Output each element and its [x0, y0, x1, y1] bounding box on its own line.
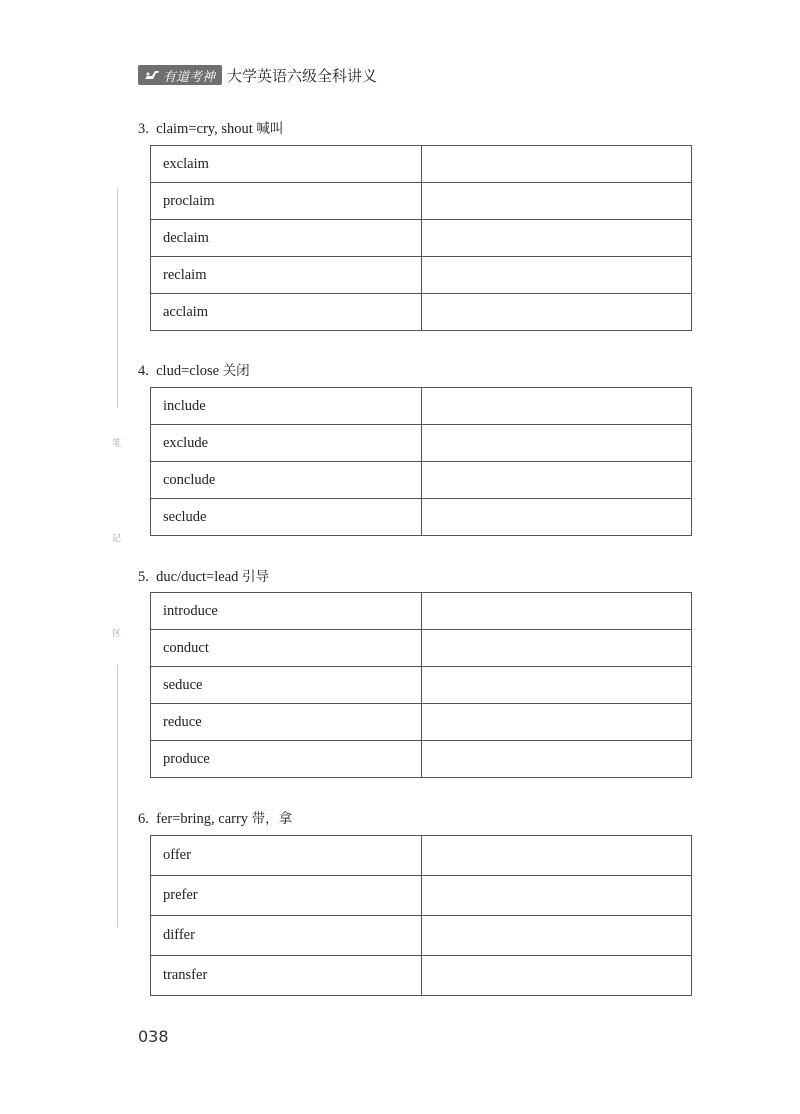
section-meaning: 带，拿: [251, 811, 293, 827]
brand-name: 有道考神: [163, 69, 216, 85]
section-number: 5.: [138, 569, 149, 585]
word-cell: transfer: [151, 956, 422, 996]
table-row: [151, 876, 692, 916]
word-cell: seduce: [151, 667, 422, 704]
answer-cell[interactable]: [422, 876, 692, 916]
answer-cell[interactable]: [422, 183, 692, 220]
word-cell: reduce: [151, 704, 422, 741]
word-cell: acclaim: [151, 294, 422, 331]
table-row: [151, 425, 692, 462]
section-number: 4.: [138, 363, 149, 379]
section-heading-clud: [138, 359, 250, 380]
answer-cell[interactable]: [422, 294, 692, 331]
word-cell: prefer: [151, 876, 422, 916]
word-cell: reclaim: [151, 257, 422, 294]
word-cell: exclude: [151, 425, 422, 462]
word-cell: declaim: [151, 220, 422, 257]
word-cell: exclaim: [151, 146, 422, 183]
table-row: [151, 220, 692, 257]
table-row: [151, 388, 692, 425]
margin-char-area: 区: [112, 629, 122, 639]
table-row: [151, 956, 692, 996]
table-row: [151, 462, 692, 499]
section-root: claim=cry, shout: [156, 121, 253, 137]
word-table-fer: [150, 835, 692, 996]
answer-cell[interactable]: [422, 630, 692, 667]
table-row: [151, 704, 692, 741]
section-root: duc/duct=lead: [156, 569, 239, 585]
section-root: fer=bring, carry: [156, 811, 249, 827]
word-table-clud: [150, 387, 692, 536]
margin-char-record: 记: [112, 534, 122, 544]
margin-char-note: 笔: [112, 439, 122, 449]
page-number: 038: [138, 1027, 169, 1046]
word-table-duc: [150, 592, 692, 778]
answer-cell[interactable]: [422, 593, 692, 630]
word-cell: differ: [151, 916, 422, 956]
table-row: [151, 257, 692, 294]
brand-badge: [138, 65, 222, 85]
table-row: [151, 836, 692, 876]
section-heading-fer: [138, 807, 292, 828]
answer-cell[interactable]: [422, 499, 692, 536]
answer-cell[interactable]: [422, 704, 692, 741]
answer-cell[interactable]: [422, 836, 692, 876]
table-row: [151, 146, 692, 183]
answer-cell[interactable]: [422, 667, 692, 704]
section-meaning: 喊叫: [256, 121, 284, 137]
lamp-icon: [144, 69, 160, 81]
section-meaning: 引导: [242, 569, 270, 585]
table-row: [151, 916, 692, 956]
table-row: [151, 593, 692, 630]
word-cell: conclude: [151, 462, 422, 499]
table-row: [151, 499, 692, 536]
margin-line-top: [117, 188, 118, 408]
answer-cell[interactable]: [422, 956, 692, 996]
table-row: [151, 630, 692, 667]
word-cell: seclude: [151, 499, 422, 536]
section-root: clud=close: [156, 363, 220, 379]
word-cell: include: [151, 388, 422, 425]
word-cell: produce: [151, 741, 422, 778]
answer-cell[interactable]: [422, 388, 692, 425]
answer-cell[interactable]: [422, 916, 692, 956]
word-cell: conduct: [151, 630, 422, 667]
section-meaning: 关闭: [222, 363, 250, 379]
section-heading-claim: [138, 117, 283, 138]
word-cell: proclaim: [151, 183, 422, 220]
answer-cell[interactable]: [422, 741, 692, 778]
section-heading-duc: [138, 565, 269, 586]
section-number: 3.: [138, 121, 149, 137]
book-title: 大学英语六级全科讲义: [227, 66, 378, 85]
table-row: [151, 294, 692, 331]
table-row: [151, 741, 692, 778]
margin-line-bottom: [117, 665, 118, 927]
answer-cell[interactable]: [422, 425, 692, 462]
section-number: 6.: [138, 811, 149, 827]
word-cell: offer: [151, 836, 422, 876]
answer-cell[interactable]: [422, 462, 692, 499]
word-cell: introduce: [151, 593, 422, 630]
answer-cell[interactable]: [422, 257, 692, 294]
table-row: [151, 667, 692, 704]
answer-cell[interactable]: [422, 146, 692, 183]
table-row: [151, 183, 692, 220]
answer-cell[interactable]: [422, 220, 692, 257]
page-header: [138, 64, 377, 86]
word-table-claim: [150, 145, 692, 331]
